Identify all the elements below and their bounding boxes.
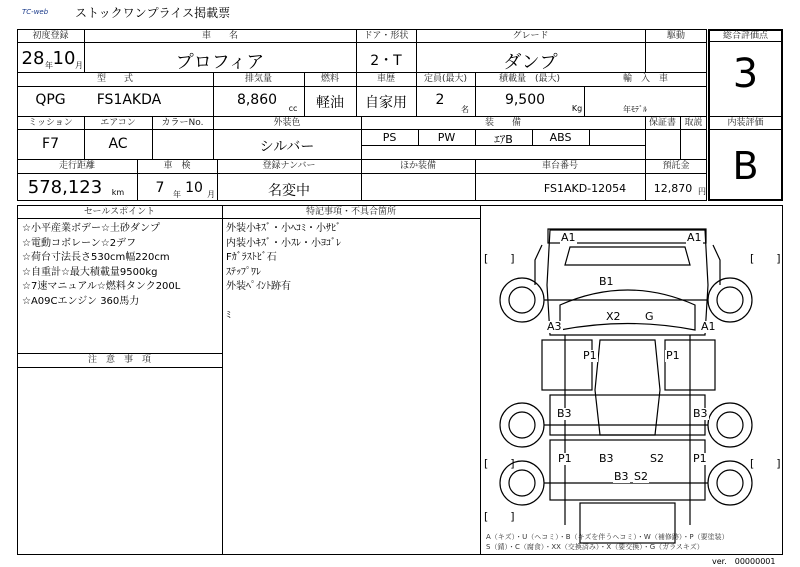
- list-item: ☆自重計☆最大積載量9500kg: [22, 266, 158, 278]
- reg-year: 28: [21, 48, 45, 69]
- reg-number: 名変中: [268, 183, 310, 199]
- inspection-month: 10: [185, 180, 203, 196]
- list-item: [226, 295, 341, 310]
- list-item: ﾐ: [226, 310, 231, 321]
- door-type: 2・T: [370, 53, 402, 69]
- header-chassis-no: 車台番号: [541, 161, 578, 171]
- header-displacement: 排気量: [244, 74, 272, 84]
- truck-diagram: [480, 205, 783, 555]
- legend-line-1: A（キズ）・U（ヘコミ）・B（キズを伴うヘコミ）・W（補修跡）・P（要塗装）: [486, 533, 729, 541]
- bracket-bottom-left: [ ]: [484, 510, 515, 523]
- mark-b3-tail: B3: [614, 470, 629, 483]
- model-prefix: QPG: [35, 92, 66, 108]
- header-load: 積載量 (最大): [498, 74, 561, 84]
- list-item: ☆A09Cエンジン 360馬力: [22, 295, 140, 307]
- header-manual: 取説: [684, 118, 703, 128]
- mark-a1-mid: A1: [701, 320, 716, 333]
- equipment-abs: ABS: [549, 131, 572, 144]
- header-mileage: 走行距離: [58, 161, 95, 171]
- equipment-ps: PS: [382, 131, 397, 144]
- header-drive: 駆動: [666, 31, 685, 41]
- list-item: 外装ﾍﾟｲﾝﾄ跡有: [226, 281, 291, 292]
- header-inspection: 車 検: [163, 161, 191, 171]
- page-title: ストックワンプライス掲載票: [75, 6, 231, 20]
- list-item: ☆7速マニュアル☆燃料タンク200L: [22, 281, 181, 292]
- inspection-year-unit: 年: [173, 190, 181, 199]
- import-model-year: 年ﾓﾃﾞﾙ: [623, 105, 647, 114]
- mark-p1-left: P1: [583, 349, 597, 362]
- list-item: 外装小ｷｽﾞ・小ﾍｺﾐ・小ｻﾋﾞ: [226, 223, 341, 234]
- grade: ダンプ: [503, 52, 558, 73]
- header-equipment: 装 備: [484, 118, 521, 128]
- header-model: 型 式: [96, 74, 133, 84]
- list-item: ☆小平産業ボデー☆土砂ダンプ: [22, 223, 161, 234]
- equipment-pw: PW: [437, 131, 456, 144]
- header-grade: グレード: [512, 31, 549, 41]
- reg-year-unit: 年: [45, 61, 53, 70]
- header-vehicle-use: 車歴: [376, 74, 395, 84]
- mark-a1-left: A1: [561, 231, 576, 244]
- bracket-left-top: [ ]: [484, 252, 515, 265]
- fuel: 軽油: [316, 95, 344, 111]
- header-color-no: カラーNo.: [161, 118, 204, 128]
- header-other-equipment: ほか装備: [399, 161, 436, 171]
- price-unit: 円: [698, 187, 706, 196]
- header-import: 輸 入 車: [622, 74, 668, 84]
- header-price: 預託金: [662, 161, 690, 171]
- ext-color: シルバー: [259, 139, 315, 155]
- header-fuel: 燃料: [320, 74, 339, 84]
- mark-s2-tail: S2: [634, 470, 648, 483]
- bracket-right-bottom: [ ]: [750, 457, 781, 470]
- header-capacity: 定員(最大): [423, 74, 468, 84]
- mileage-unit: km: [111, 188, 125, 197]
- aircon: AC: [108, 136, 128, 152]
- legend-line-2: S（錆）・C（腐食）・XX（交換済み）・X（要交換）・G（ガラスキズ）: [486, 543, 704, 551]
- mark-x2: X2: [606, 310, 621, 323]
- mark-a1-right: A1: [687, 231, 702, 244]
- transmission: F7: [42, 136, 59, 152]
- header-warranty: 保証書: [648, 118, 676, 128]
- mark-p1-bottom: P1: [558, 452, 572, 465]
- header-reg-number: 登録ナンバー: [262, 161, 316, 171]
- bracket-left-bottom: [ ]: [484, 457, 515, 470]
- mark-s2: S2: [650, 452, 664, 465]
- chassis-no: FS1AKD-12054: [543, 182, 627, 195]
- bracket-right-top: [ ]: [750, 252, 781, 265]
- mark-b3-bottom: B3: [599, 452, 614, 465]
- header-total-score: 総合評価点: [722, 31, 768, 41]
- header-sales-points: セールスポイント: [83, 207, 156, 217]
- car-name: プロフィア: [175, 52, 265, 73]
- equipment-airbag: ｴｱB: [494, 133, 513, 146]
- list-item: ☆荷台寸法長さ530cm幅220cm: [22, 252, 170, 263]
- notes-list: [226, 222, 341, 324]
- displacement: 8,860: [236, 92, 278, 108]
- header-interior-score: 内装評価: [727, 118, 764, 128]
- load-unit: Kg: [571, 104, 583, 113]
- header-ext-color: 外装色: [273, 118, 301, 128]
- capacity-unit: 名: [461, 105, 469, 114]
- list-item: ☆電動コボレーン☆2デフ: [22, 237, 137, 249]
- mark-b1: B1: [599, 275, 614, 288]
- header-notes: 特記事項・不具合箇所: [305, 207, 396, 217]
- inspection-month-unit: 月: [207, 190, 215, 199]
- version-label: ver. 00000001: [712, 557, 776, 566]
- header-aircon: エアコン: [100, 118, 136, 128]
- header-door-type: ドア・形状: [363, 31, 409, 41]
- total-score: 3: [732, 51, 759, 97]
- load: 9,500: [504, 92, 546, 108]
- inspection-year: 7: [155, 180, 165, 196]
- mark-p1-bottom-right: P1: [693, 452, 707, 465]
- capacity: 2: [435, 92, 445, 108]
- list-item: ｽﾃｯﾌﾟﾜﾚ: [226, 266, 261, 278]
- reg-month-unit: 月: [75, 61, 83, 70]
- mileage: 578,123: [27, 177, 103, 198]
- mark-a3: A3: [547, 320, 562, 333]
- logo: TC-web: [22, 8, 49, 16]
- list-item: Fｶﾞﾗｽﾄﾋﾞ石: [226, 252, 277, 263]
- header-first-reg: 初度登録: [32, 31, 69, 41]
- header-car-name: 車 名: [201, 31, 238, 41]
- price: 12,870: [653, 182, 693, 195]
- vehicle-use: 自家用: [365, 95, 407, 111]
- model: FS1AKDA: [96, 92, 162, 108]
- mark-p1-right: P1: [666, 349, 680, 362]
- header-transmission: ミッション: [28, 118, 73, 128]
- mark-b3-right: B3: [693, 407, 708, 420]
- mark-g: G: [645, 310, 654, 323]
- header-cautions: 注 意 事 項: [87, 355, 151, 365]
- mark-b3-left: B3: [557, 407, 572, 420]
- displacement-unit: cc: [288, 104, 298, 113]
- reg-month: 10: [52, 48, 76, 69]
- interior-score: B: [732, 144, 759, 188]
- list-item: 内装小ｷｽﾞ・小ｽﾚ・小ﾖｺﾞﾚ: [226, 237, 341, 249]
- sales-points-list: [22, 222, 180, 309]
